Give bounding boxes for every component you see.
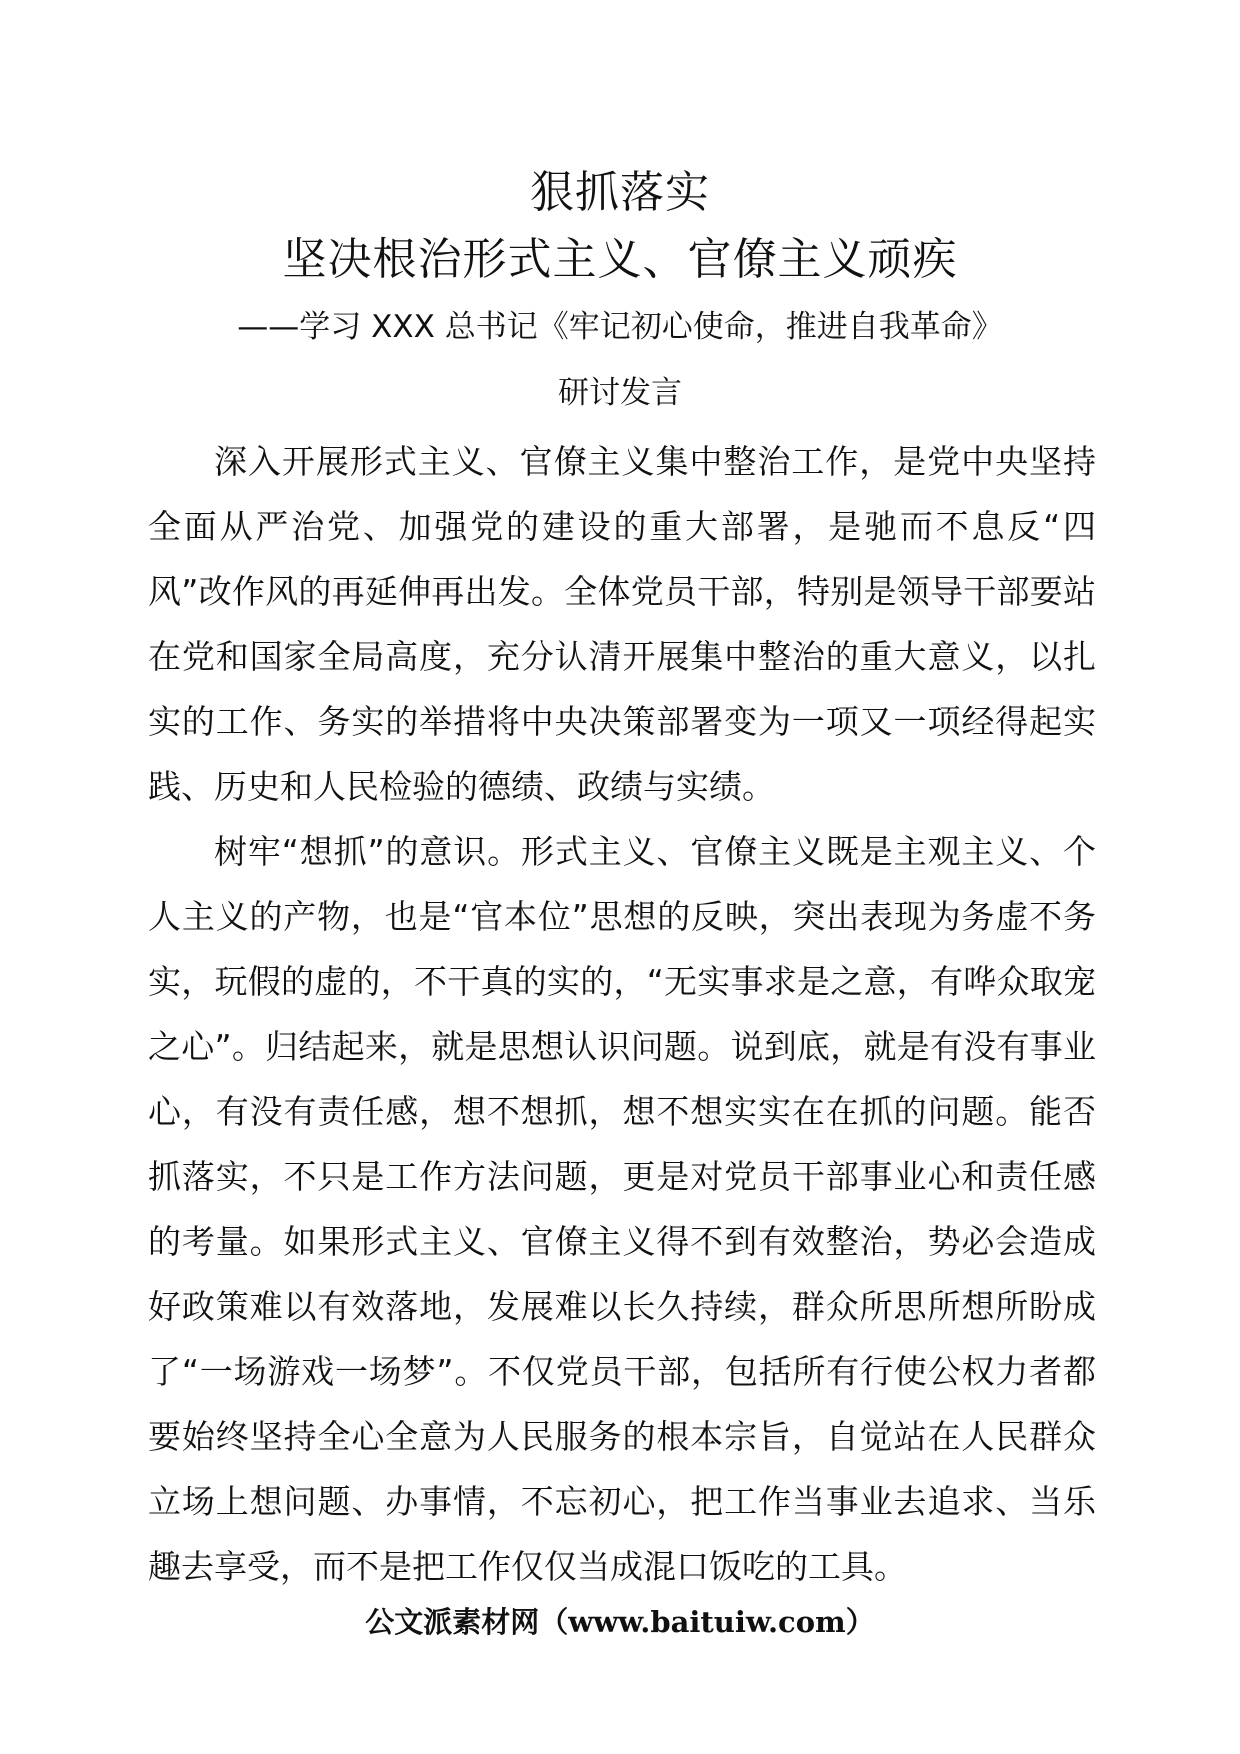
document-subtitle: ——学习 XXX 总书记《牢记初心使命，推进自我革命》 <box>237 309 1003 345</box>
document-title-line2: 坚决根治形式主义、官僚主义顽疾 <box>282 234 958 285</box>
paragraph: 树牢“想抓”的意识。形式主义、官僚主义既是主观主义、个人主义的产物，也是“官本位”思想的反映，突出表现为务虚不务实，玩假的虚的，不干真的实的，“无实事求是之意，有哗众取宠之心”。归结起来，就是思想认识问题。说到底，就是有没有事业心，有没有责任感，想不想抓，想不想实实在在抓的问题。能否抓落实，不只是工作方法问题，更是对党员干部事业心和责任感的考量。如果形式主义、官僚主义得不到有效整治，势必会造成好政策难以有效落地，发展难以长久持续，群众所思所想所盼成了“一场游戏一场梦”。不仅党员干部，包括所有行使公权力者都要始终坚持全心全意为人民服务的根本宗旨，自觉站在人民群众立场上想问题、办事情，不忘初心，把工作当事业去追求、当乐趣去享受，而不是把工作仅仅当成混口饭吃的工具。 <box>148 832 1096 1586</box>
paragraph: 深入开展形式主义、官僚主义集中整治工作，是党中央坚持全面从严治党、加强党的建设的重大部署，是驰而不息反“四风”改作风的再延伸再出发。全体党员干部，特别是领导干部要站在党和国家全局高度，充分认清开展集中整治的重大意义，以扎实的工作、务实的举措将中央决策部署变为一项又一项经得起实践、历史和人民检验的德绩、政绩与实绩。 <box>148 442 1096 806</box>
document-title-line1: 狠抓落实 <box>530 167 710 218</box>
document-subtitle-2: 研讨发言 <box>558 375 682 411</box>
footer-watermark: 公文派素材网（www.baituiw.com） <box>365 1605 875 1639</box>
document-body <box>148 429 1096 1599</box>
